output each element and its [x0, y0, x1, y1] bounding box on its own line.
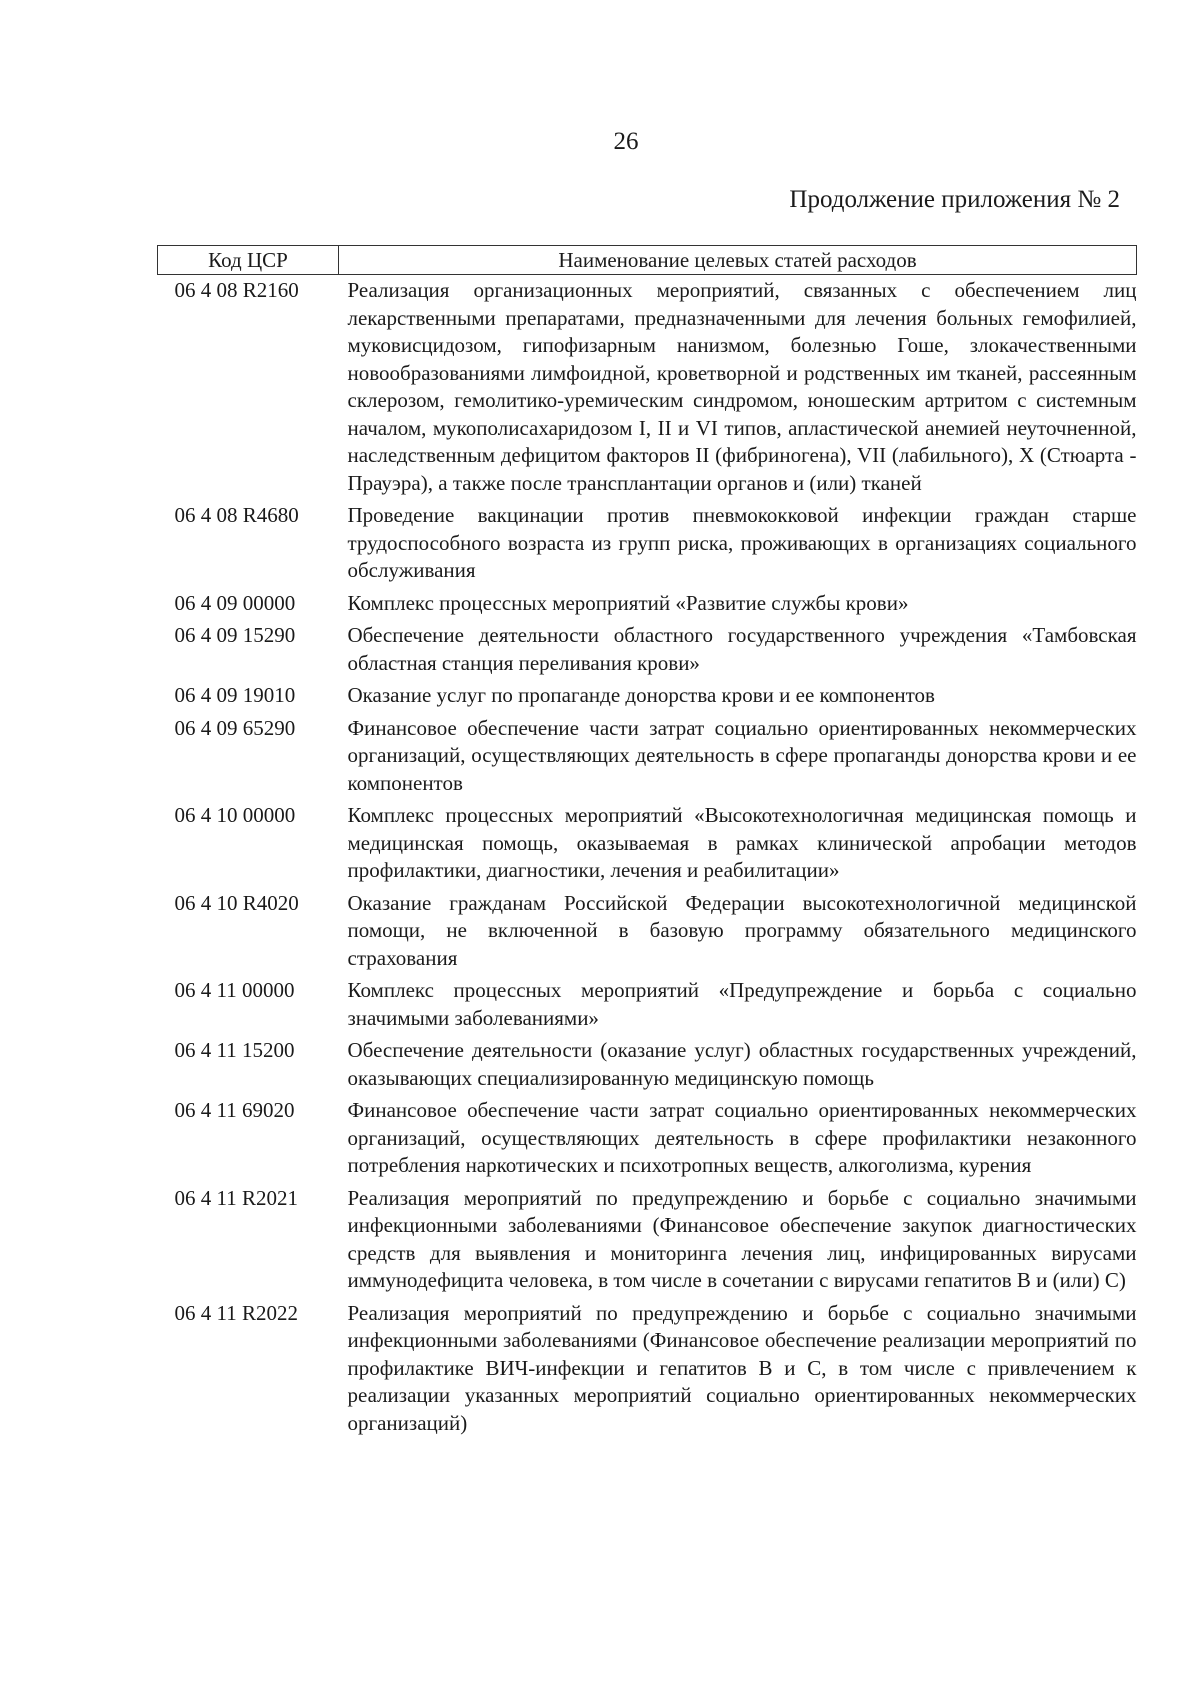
row-code: 06 4 11 R2022 [174, 1300, 298, 1325]
row-name: Финансовое обеспечение части затрат социально ориентированных некоммерческих организаций, осуществляющих деятельность в сфере профилактики незаконного потребления наркотических и психотропных веществ, алкоголизма, курения [347, 1098, 1137, 1177]
row-name: Обеспечение деятельности областного государственного учреждения «Тамбовская областная станция переливания крови» [347, 623, 1137, 675]
table-row [158, 590, 1137, 623]
row-code: 06 4 10 00000 [174, 803, 296, 827]
budget-codes-table [157, 245, 1137, 1442]
table-row [158, 275, 1137, 503]
row-name: Оказание услуг по пропаганде донорства крови и ее компонентов [347, 683, 935, 707]
row-code: 06 4 09 15290 [174, 623, 296, 647]
table-row [158, 1097, 1137, 1185]
row-name: Проведение вакцинации против пневмококковой инфекции граждан старше трудоспособного возраста из групп риска, проживающих в организациях социального обслуживания [347, 503, 1137, 582]
row-code: 06 4 11 15200 [174, 1038, 295, 1062]
row-name: Реализация организационных мероприятий, связанных с обеспечением лиц лекарственными препаратами, предназначенными для лечения больных гемофилией, муковисцидозом, гипофизарным нанизмом, болезнью Гоше, злокачественными новообразованиями лимфоидной, кроветворной и родственных им тканей, рассеянным склерозом, гемолитико-уремическим синдромом, юношеским артритом с системным началом, мукополисахаридозом I, II и VI типов, апластической анемией неуточненной, наследственным дефицитом факторов II (фибриногена), VII (лабильного), X (Стюарта - Прауэра), а также после трансплантации органов и (или) тканей [347, 278, 1137, 495]
row-code: 06 4 11 69020 [174, 1098, 295, 1122]
table-row [158, 890, 1137, 978]
budget-codes-table-wrapper [157, 245, 1137, 1442]
row-code: 06 4 11 00000 [174, 978, 295, 1002]
table-row [158, 977, 1137, 1037]
row-name: Комплекс процессных мероприятий «Высокотехнологичная медицинская помощь и медицинская помощь, оказываемая в рамках клинической апробации методов профилактики, диагностики, лечения и реабилитации» [347, 803, 1137, 882]
row-code: 06 4 09 00000 [174, 590, 296, 615]
header-code: Код ЦСР [158, 246, 339, 275]
row-name: Оказание гражданам Российской Федерации высокотехнологичной медицинской помощи, не включенной в базовую программу обязательного медицинского страхования [347, 890, 1137, 970]
row-code: 06 4 11 R2021 [174, 1185, 298, 1210]
header-name: Наименование целевых статей расходов [339, 246, 1137, 275]
table-row [158, 802, 1137, 890]
appendix-title: Продолжение приложения № 2 [789, 186, 1120, 213]
row-name: Комплекс процессных мероприятий «Предупреждение и борьба с социально значимыми заболеваниями» [347, 978, 1137, 1030]
table-row [158, 1037, 1137, 1097]
row-code: 06 4 08 R4680 [174, 503, 299, 527]
row-code: 06 4 09 65290 [174, 715, 296, 740]
page-number: 26 [613, 128, 639, 155]
row-code: 06 4 08 R2160 [174, 278, 299, 302]
table-row [158, 622, 1137, 682]
row-name: Реализация мероприятий по предупреждению и борьбе с социально значимыми инфекционными заболеваниями (Финансовое обеспечение реализации мероприятий по профилактике ВИЧ-инфекции и гепатитов B и C, в том числе с привлечением к реализации указанных мероприятий социально ориентированных некоммерческих организаций) [347, 1300, 1137, 1435]
row-name: Обеспечение деятельности (оказание услуг) областных государственных учреждений, оказывающих специализированную медицинскую помощь [347, 1038, 1137, 1090]
row-code: 06 4 10 R4020 [174, 890, 299, 915]
table-row [158, 1300, 1137, 1443]
table-header-row [158, 246, 1137, 275]
table-row [158, 715, 1137, 803]
table-row [158, 502, 1137, 590]
row-code: 06 4 09 19010 [174, 683, 296, 707]
row-name: Финансовое обеспечение части затрат социально ориентированных некоммерческих организаций, осуществляющих деятельность в сфере пропаганды донорства крови и ее компонентов [347, 715, 1137, 795]
row-name: Реализация мероприятий по предупреждению и борьбе с социально значимыми инфекционными заболеваниями (Финансовое обеспечение закупок диагностических средств для выявления и мониторинга лечения лиц, инфицированных вирусами иммунодефицита человека, в том числе в сочетании с вирусами гепатитов B и (или) C) [347, 1185, 1137, 1292]
row-name: Комплекс процессных мероприятий «Развитие службы крови» [347, 590, 909, 615]
table-row [158, 1185, 1137, 1300]
table-row [158, 682, 1137, 715]
